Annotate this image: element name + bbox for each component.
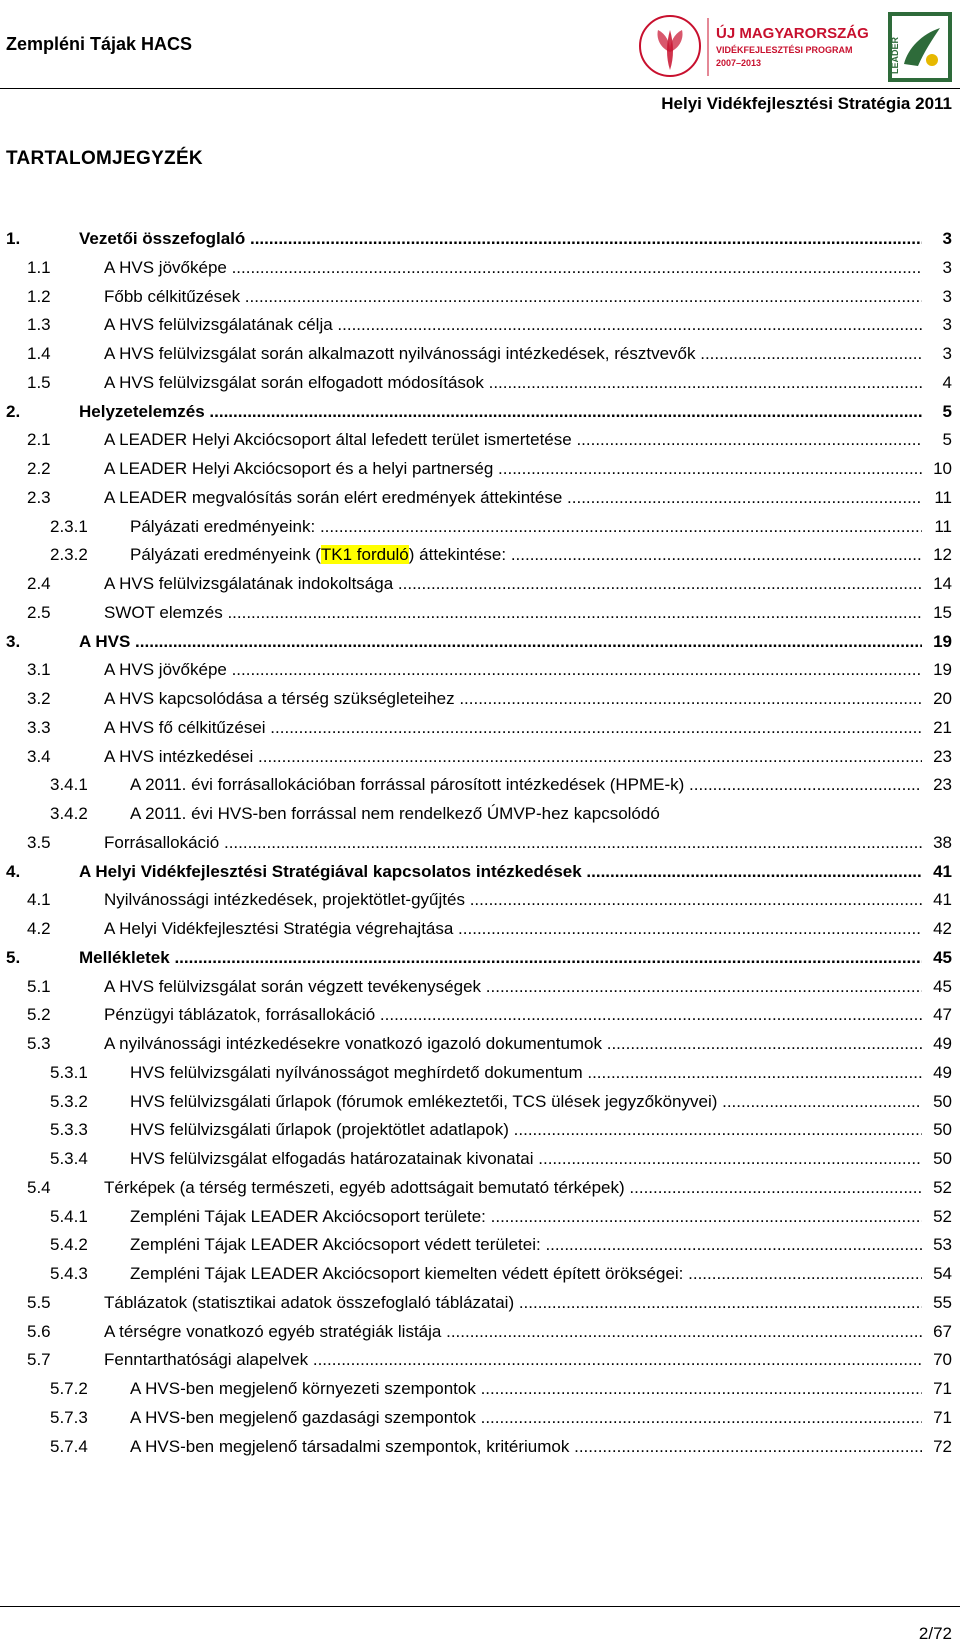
toc-entry-number: 5.2: [27, 1005, 51, 1025]
toc-entry[interactable]: [0, 512, 960, 542]
toc-entry-page: 15: [932, 598, 952, 628]
toc-entry-number: 5.3.3: [50, 1120, 88, 1140]
toc-entry-page: 10: [932, 454, 952, 484]
toc-entry-title: A Helyi Vidékfejlesztési Stratégia végrehajtása .....: [104, 914, 922, 944]
toc-entry[interactable]: [0, 425, 960, 455]
toc-entry-title: A Helyi Vidékfejlesztési Stratégiával kapcsolatos intézkedések .....: [79, 857, 922, 887]
toc-entry-page: 3: [942, 310, 952, 340]
toc-entry-title: A HVS felülvizsgálatának célja .....: [104, 310, 922, 340]
toc-entry-title: A LEADER megvalósítás során elért eredmények áttekintése .....: [104, 483, 922, 513]
logo-line3: 2007–2013: [716, 58, 762, 68]
toc-entry[interactable]: [0, 1374, 960, 1404]
toc-entry-number: 2.3.2: [50, 545, 88, 565]
toc-entry-page: 5: [942, 397, 952, 427]
toc-entry-page: 71: [932, 1403, 952, 1433]
toc-entry[interactable]: [0, 1000, 960, 1030]
toc-entry-page: 41: [932, 857, 952, 887]
toc-entry-number: 1.: [6, 229, 21, 248]
toc-entry-number: 2.1: [27, 430, 51, 450]
toc-entry-title: Fenntarthatósági alapelvek .....: [104, 1345, 922, 1375]
toc-entry[interactable]: [0, 742, 960, 772]
toc-entry-page: 23: [932, 742, 952, 772]
toc-entry-title: Pénzügyi táblázatok, forrásallokáció .....: [104, 1000, 922, 1030]
toc-entry[interactable]: [0, 1317, 960, 1347]
toc-entry-number: 5.3.1: [50, 1062, 88, 1082]
toc-entry-title: A HVS-ben megjelenő társadalmi szempontok, kritériumok .....: [130, 1432, 922, 1462]
toc-entry-page: 49: [932, 1029, 952, 1059]
toc-entry-number: 5.3.4: [50, 1149, 88, 1168]
toc-entry-title: Zempléni Tájak LEADER Akciócsoport területe: .....: [130, 1202, 922, 1232]
toc-entry-number: 1.4: [27, 344, 51, 363]
toc-entry-title: HVS felülvizsgálati űrlapok (projektötlet adatlapok) .....: [130, 1115, 922, 1145]
toc-entry[interactable]: [0, 598, 960, 628]
toc-entry-page: 45: [932, 972, 952, 1002]
toc-entry-title: A nyilvánossági intézkedésekre vonatkozó igazoló dokumentumok .....: [104, 1029, 922, 1059]
toc-entry[interactable]: [0, 1144, 960, 1174]
toc-entry-title: Mellékletek .....: [79, 943, 922, 973]
toc-entry-number: 5.: [6, 947, 21, 967]
toc-entry[interactable]: [0, 1345, 960, 1375]
toc-entry-page: 55: [932, 1288, 952, 1318]
toc-entry[interactable]: [0, 885, 960, 915]
toc-entry[interactable]: [0, 713, 960, 743]
toc-entry[interactable]: [0, 1115, 960, 1145]
toc-entry-title: A térségre vonatkozó egyéb stratégiák listája .....: [104, 1317, 922, 1347]
toc-entry-title: A LEADER Helyi Akciócsoport és a helyi partnerség .....: [104, 454, 922, 484]
toc-entry-number: 5.7.2: [50, 1379, 88, 1398]
logo-line1: ÚJ MAGYARORSZÁG: [716, 25, 869, 42]
toc-entry-page: 45: [932, 943, 952, 973]
toc-entry-page: 11: [933, 512, 952, 542]
toc-entry[interactable]: [0, 655, 960, 685]
toc-entry-title: Főbb célkitűzések .....: [104, 282, 922, 312]
toc-entry[interactable]: [0, 1029, 960, 1059]
toc-entry-page: 41: [932, 885, 952, 915]
toc-entry-title: Térképek (a térség természeti, egyéb adottságait bemutató térképek) .....: [104, 1173, 922, 1203]
toc-entry-page: 52: [932, 1202, 952, 1232]
toc-entry-number: 1.1: [27, 257, 51, 277]
toc-entry-title: Zempléni Tájak LEADER Akciócsoport kiemelten védett épített örökségei: .....: [130, 1259, 922, 1289]
toc-entry-page: 11: [933, 483, 952, 513]
toc-entry-number: 3.4: [27, 746, 51, 766]
toc-entry[interactable]: [0, 1230, 960, 1260]
toc-entry-page: 67: [932, 1317, 952, 1347]
toc-entry[interactable]: [0, 224, 960, 254]
toc-entry-title: Zempléni Tájak LEADER Akciócsoport védett területei: .....: [130, 1230, 922, 1260]
toc-entry-page: 70: [932, 1345, 952, 1375]
toc-entry-page: 19: [932, 655, 952, 685]
toc-entry[interactable]: [0, 770, 960, 800]
toc-entry-title: A HVS intézkedései .....: [104, 742, 922, 772]
toc-entry-number: 5.1: [27, 976, 51, 996]
toc-entry[interactable]: [0, 1058, 960, 1088]
toc-entry[interactable]: [0, 282, 960, 312]
toc-entry-number: 1.5: [27, 372, 51, 392]
toc-entry-number: 3.2: [27, 689, 51, 708]
toc-entry-title: Helyzetelemzés .....: [79, 397, 922, 427]
toc-entry[interactable]: [0, 1432, 960, 1462]
toc-entry[interactable]: [0, 569, 960, 599]
toc-entry-number: 3.4.2: [50, 804, 88, 823]
toc-entry[interactable]: [0, 1259, 960, 1289]
toc-entry-title: A HVS jövőképe .....: [104, 655, 922, 685]
toc-entry-title: HVS felülvizsgálati űrlapok (fórumok emlékeztetői, TCS ülések jegyzőkönyvei) .....: [130, 1087, 922, 1117]
toc-entry-page: 50: [932, 1144, 952, 1174]
leader-logo: [888, 12, 952, 82]
toc-entry-page: 72: [932, 1432, 952, 1462]
toc-entry[interactable]: [0, 1087, 960, 1117]
toc-entry-number: 5.3: [27, 1034, 51, 1053]
toc-entry[interactable]: [0, 972, 960, 1002]
toc-entry-page: 71: [932, 1374, 952, 1404]
toc-entry-page: 50: [932, 1115, 952, 1145]
toc-entry-page: 47: [932, 1000, 952, 1030]
toc-entry-page: 42: [932, 914, 952, 944]
toc-entry-page: 38: [932, 828, 952, 858]
toc-entry-title: A HVS jövőképe .....: [104, 253, 922, 283]
toc-entry-title: Nyilvánossági intézkedések, projektötlet-gyűjtés .....: [104, 885, 922, 915]
toc-entry-title: Pályázati eredményeink (TK1 forduló) áttekintése: .....: [130, 540, 922, 570]
toc-entry-number: 3.1: [27, 660, 51, 680]
toc-entry-title: A HVS-ben megjelenő környezeti szempontok .....: [130, 1374, 922, 1404]
toc-entry-number: 3.3: [27, 717, 51, 737]
toc-entry-number: 2.3: [27, 487, 51, 507]
toc-entry-page: 3: [942, 282, 952, 312]
toc-entry-page: 52: [932, 1173, 952, 1203]
toc-entry[interactable]: [0, 339, 960, 369]
toc-entry-page: 3: [942, 224, 952, 254]
toc-entry[interactable]: [0, 684, 960, 714]
toc-entry[interactable]: [0, 310, 960, 340]
toc-entry-title: A HVS .....: [79, 627, 922, 657]
toc-entry-number: 5.4.1: [50, 1206, 88, 1226]
toc-entry-number: 5.4.3: [50, 1264, 88, 1283]
toc-entry-number: 4.1: [27, 890, 51, 910]
toc-entry[interactable]: [0, 914, 960, 944]
toc-entry[interactable]: [0, 1403, 960, 1433]
toc-entry-number: 5.5: [27, 1292, 51, 1312]
toc-entry-title: A HVS felülvizsgálat során alkalmazott nyilvánossági intézkedések, résztvevők .....: [104, 339, 922, 369]
toc-entry[interactable]: [0, 253, 960, 283]
toc-entry-page: 12: [932, 540, 952, 570]
toc-entry-number: 5.6: [27, 1321, 51, 1341]
logo-line2: VIDÉKFEJLESZTÉSI PROGRAM: [716, 45, 853, 55]
toc-entry-page: 20: [932, 684, 952, 714]
toc-entry-number: 2.5: [27, 602, 51, 622]
document-subtitle: Helyi Vidékfejlesztési Stratégia 2011: [661, 94, 952, 113]
toc-entry[interactable]: [0, 943, 960, 973]
toc-entry-title: HVS felülvizsgálati nyílvánosságot meghírdető dokumentum .....: [130, 1058, 922, 1088]
toc-entry-number: 2.4: [27, 574, 51, 593]
toc-entry[interactable]: [0, 483, 960, 513]
toc-entry[interactable]: [0, 368, 960, 398]
toc-entry[interactable]: [0, 799, 960, 829]
toc-entry-title: Táblázatok (statisztikai adatok összefoglaló táblázatai) .....: [104, 1288, 922, 1318]
toc-entry-page: 19: [932, 627, 952, 657]
toc-entry-number: 1.3: [27, 315, 51, 335]
toc-entry-number: 4.2: [27, 919, 51, 938]
toc-entry-number: 3.: [6, 631, 21, 651]
toc-entry-title: SWOT elemzés .....: [104, 598, 922, 628]
organization-name: Zempléni Tájak HACS: [6, 34, 193, 54]
toc-entry-number: 2.: [6, 401, 21, 421]
toc-entry[interactable]: [0, 540, 960, 570]
toc-entry-page: 3: [942, 253, 952, 283]
toc-entry[interactable]: [0, 857, 960, 887]
toc-entry-page: 14: [932, 569, 952, 599]
toc-entry-page: 53: [932, 1230, 952, 1260]
toc-entry-page: 50: [932, 1087, 952, 1117]
toc-entry[interactable]: [0, 828, 960, 858]
toc-entry-title: A HVS felülvizsgálat során elfogadott módosítások .....: [104, 368, 922, 398]
toc-entry-page: 54: [932, 1259, 952, 1289]
toc-entry-title: A HVS felülvizsgálatának indokoltsága .....: [104, 569, 922, 599]
toc-entry-number: 1.2: [27, 286, 51, 306]
footer-rule: [0, 1606, 960, 1607]
toc-entry-number: 5.4: [27, 1177, 51, 1197]
toc-entry-number: 2.2: [27, 459, 51, 478]
toc-entry-title: Vezetői összefoglaló .....: [79, 224, 922, 254]
toc-entry-page: 23: [932, 770, 952, 800]
toc-entry-title: Pályázati eredményeink: .....: [130, 512, 922, 542]
header-rule: [0, 88, 960, 89]
toc-entry[interactable]: [0, 1173, 960, 1203]
toc-entry-page: 4: [942, 368, 952, 398]
page-header: [0, 0, 960, 113]
toc-entry-number: 2.3.1: [50, 516, 88, 536]
toc-entry-title: A LEADER Helyi Akciócsoport által lefedett terület ismertetése .....: [104, 425, 922, 455]
page-number: 2/72: [918, 1624, 952, 1643]
toc-entry-number: 4.: [6, 861, 21, 881]
toc-entry-page: 5: [942, 425, 952, 455]
uj-magyarorszag-logo: [640, 16, 869, 76]
toc-entry-title: A 2011. évi forrásallokációban forrással párosított intézkedések (HPME-k) .....: [130, 770, 922, 800]
toc-entry-title: A 2011. évi HVS-ben forrással nem rendelkező ÚMVP-hez kapcsolódó: [130, 804, 660, 823]
toc-entry-number: 3.5: [27, 832, 51, 852]
toc-title: TARTALOMJEGYZÉK: [6, 148, 203, 169]
toc-entry[interactable]: [0, 1288, 960, 1318]
toc-entry-number: 5.7: [27, 1350, 51, 1370]
toc-entry-title: Forrásallokáció .....: [104, 828, 922, 858]
toc-entry-title: A HVS fő célkitűzései .....: [104, 713, 922, 743]
leader-logo-text: LEADER: [890, 36, 900, 74]
toc-entry-number: 5.7.4: [50, 1436, 88, 1456]
highlighted-text: TK1 forduló: [320, 545, 409, 565]
toc-entry-title: A HVS-ben megjelenő gazdasági szempontok .....: [130, 1403, 922, 1433]
toc-entry-page: 3: [942, 339, 952, 369]
toc-entry-number: 5.3.2: [50, 1091, 88, 1111]
toc-entry-page: 49: [932, 1058, 952, 1088]
toc-entry[interactable]: [0, 397, 960, 427]
toc-entry-number: 5.4.2: [50, 1235, 88, 1255]
toc-entry[interactable]: [0, 1202, 960, 1232]
toc-entry-title: HVS felülvizsgálat elfogadás határozatainak kivonatai .....: [130, 1144, 922, 1174]
toc-entry-number: 5.7.3: [50, 1407, 88, 1427]
toc-entry[interactable]: [0, 627, 960, 657]
toc-entry-title: A HVS felülvizsgálat során végzett tevékenységek .....: [104, 972, 922, 1002]
toc-entry-page: 21: [932, 713, 952, 743]
logos: [636, 8, 954, 86]
toc-entry-title: A HVS kapcsolódása a térség szükségleteihez .....: [104, 684, 922, 714]
toc-entry-number: 3.4.1: [50, 775, 88, 795]
toc-entry[interactable]: [0, 454, 960, 484]
